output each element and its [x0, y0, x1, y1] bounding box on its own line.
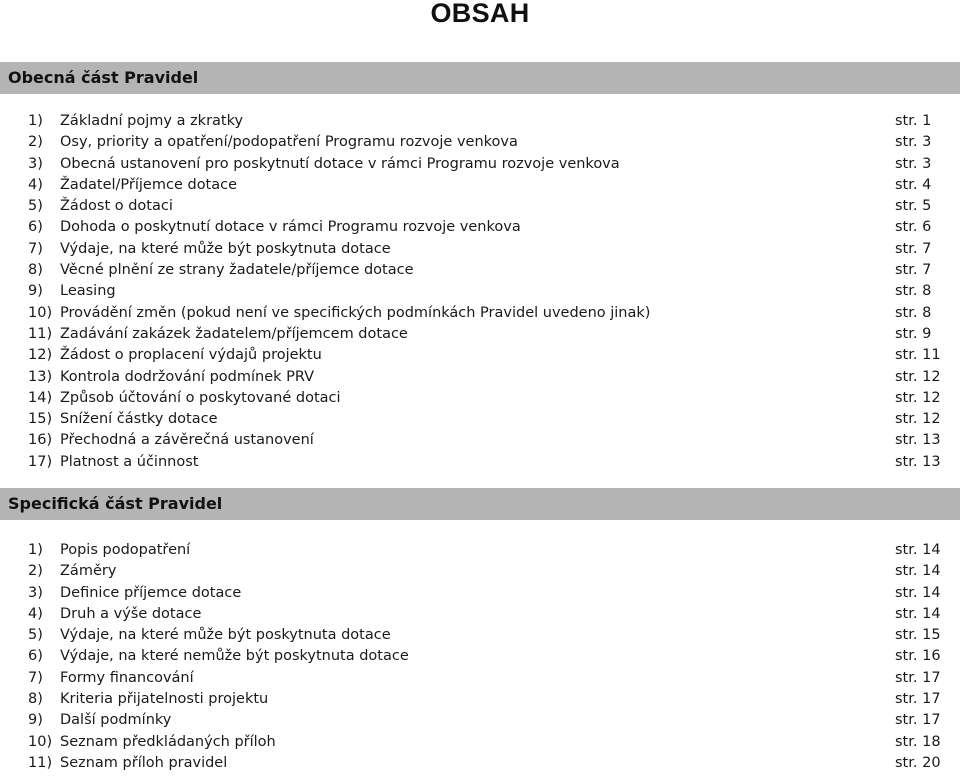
toc-entry	[0, 154, 960, 175]
toc-entry-number: 4)	[28, 176, 43, 193]
toc-entry-number: 2)	[28, 134, 43, 151]
toc-entry	[0, 367, 960, 388]
toc-entry-title: Přechodná a závěrečná ustanovení	[60, 432, 314, 449]
toc-entry	[0, 388, 960, 409]
toc-entry-page: str. 8	[895, 304, 932, 321]
toc-entry-number: 7)	[28, 669, 43, 686]
toc-entry-title: Výdaje, na které nemůže být poskytnuta dotace	[60, 648, 409, 665]
toc-entry-number: 1)	[28, 542, 43, 558]
toc-entry-title: Věcné plnění ze strany žadatele/příjemce dotace	[60, 262, 414, 279]
toc-entry-number: 10)	[28, 733, 53, 750]
toc-entry-page: str. 7	[895, 240, 932, 257]
toc-entry-title: Seznam předkládaných příloh	[60, 733, 276, 750]
toc-entry-title: Kriteria přijatelnosti projektu	[60, 691, 269, 708]
toc-entry	[0, 583, 960, 604]
toc-entry-number: 11)	[28, 325, 53, 342]
toc-entry	[0, 561, 960, 582]
toc-entry-page: str. 5	[895, 198, 932, 215]
toc-entry	[0, 281, 960, 302]
toc-entry-number: 5)	[28, 627, 43, 644]
toc-entry	[0, 409, 960, 430]
toc-entry-number: 14)	[28, 389, 53, 406]
toc-entry-page: str. 17	[895, 691, 941, 708]
toc-entry	[0, 132, 960, 153]
toc-entry-page: str. 12	[895, 389, 941, 406]
toc-entry-title: Kontrola dodržování podmínek PRV	[60, 368, 315, 385]
toc-entry	[0, 625, 960, 646]
toc-entry-number: 9)	[28, 712, 43, 729]
toc-entry-page: str. 14	[895, 542, 941, 558]
toc-entry-title: Osy, priority a opatření/podopatření Programu rozvoje venkova	[60, 134, 518, 151]
toc-entry-number: 2)	[28, 563, 43, 580]
toc-entry-title: Formy financování	[60, 669, 194, 686]
toc-entry	[0, 604, 960, 625]
toc-entry-title: Žadatel/Příjemce dotace	[60, 176, 238, 193]
toc-entry-title: Základní pojmy a zkratky	[60, 113, 244, 129]
toc-entry-title: Definice příjemce dotace	[60, 584, 242, 601]
toc-entry-page: str. 17	[895, 712, 941, 729]
toc-entry-page: str. 11	[895, 347, 941, 364]
toc-entry-number: 12)	[28, 347, 53, 364]
toc-entry-page: str. 13	[895, 453, 941, 470]
toc-entry-title: Popis podopatření	[60, 542, 191, 558]
section-header-specific: Specifická část Pravidel	[0, 488, 960, 520]
toc-entry	[0, 452, 960, 473]
toc-entry	[0, 217, 960, 238]
toc-entry-page: str. 7	[895, 262, 932, 279]
toc-entry-title: Dohoda o poskytnutí dotace v rámci Programu rozvoje venkova	[60, 219, 521, 236]
toc-entry-page: str. 13	[895, 432, 941, 449]
toc-entry-page: str. 14	[895, 563, 941, 580]
toc-entry-number: 11)	[28, 754, 53, 771]
toc-entry-page: str. 3	[895, 155, 932, 172]
toc-entry-title: Zadávání zakázek žadatelem/příjemcem dotace	[60, 325, 408, 342]
page-title: OBSAH	[430, 0, 530, 28]
toc-entry-number: 1)	[28, 113, 43, 129]
toc-entry	[0, 303, 960, 324]
toc-entry-page: str. 9	[895, 325, 932, 342]
toc-entry-title: Obecná ustanovení pro poskytnutí dotace v rámci Programu rozvoje venkova	[60, 155, 620, 172]
toc-entry-page: str. 12	[895, 368, 941, 385]
toc-list-specific	[0, 540, 960, 774]
toc-entry-number: 8)	[28, 262, 43, 279]
toc-entry	[0, 668, 960, 689]
toc-entry-page: str. 12	[895, 411, 941, 428]
toc-entry-number: 16)	[28, 432, 53, 449]
toc-entry-title: Výdaje, na které může být poskytnuta dotace	[60, 627, 391, 644]
toc-entry-number: 6)	[28, 648, 43, 665]
toc-entry-number: 5)	[28, 198, 43, 215]
toc-entry-page: str. 6	[895, 219, 932, 236]
toc-entry-page: str. 3	[895, 134, 932, 151]
toc-entry-page: str. 16	[895, 648, 941, 665]
toc-entry	[0, 196, 960, 217]
toc-entry-number: 3)	[28, 584, 43, 601]
toc-entry-page: str. 4	[895, 176, 932, 193]
toc-entry	[0, 732, 960, 753]
toc-entry-title: Provádění změn (pokud není ve specifických podmínkách Pravidel uvedeno jinak)	[60, 304, 651, 321]
toc-entry-page: str. 17	[895, 669, 941, 686]
toc-entry	[0, 111, 960, 132]
toc-entry	[0, 753, 960, 774]
toc-entry-title: Další podmínky	[60, 712, 172, 729]
toc-entry-number: 4)	[28, 605, 43, 622]
toc-entry-page: str. 14	[895, 584, 941, 601]
toc-entry-number: 13)	[28, 368, 53, 385]
toc-entry-number: 7)	[28, 240, 43, 257]
toc-entry	[0, 175, 960, 196]
toc-entry	[0, 324, 960, 345]
toc-entry	[0, 345, 960, 366]
toc-entry-title: Druh a výše dotace	[60, 605, 202, 622]
toc-entry-number: 10)	[28, 304, 53, 321]
section-header-general: Obecná část Pravidel	[0, 62, 960, 94]
toc-entry-page: str. 1	[895, 113, 932, 129]
toc-entry-title: Záměry	[60, 563, 117, 580]
toc-entry-number: 6)	[28, 219, 43, 236]
toc-entry-page: str. 8	[895, 283, 932, 300]
toc-entry	[0, 239, 960, 260]
toc-entry-page: str. 14	[895, 605, 941, 622]
toc-entry-page: str. 15	[895, 627, 941, 644]
toc-entry	[0, 260, 960, 281]
toc-list-general	[0, 111, 960, 473]
toc-entry-number: 17)	[28, 453, 53, 470]
toc-entry-number: 3)	[28, 155, 43, 172]
toc-entry-number: 8)	[28, 691, 43, 708]
toc-entry	[0, 710, 960, 731]
toc-entry-title: Snížení částky dotace	[60, 411, 218, 428]
toc-entry	[0, 646, 960, 667]
toc-entry-title: Výdaje, na které může být poskytnuta dotace	[60, 240, 391, 257]
toc-entry-title: Žádost o dotaci	[60, 198, 173, 215]
toc-entry-title: Způsob účtování o poskytované dotaci	[60, 389, 341, 406]
toc-entry-title: Seznam příloh pravidel	[60, 754, 228, 771]
toc-entry-page: str. 20	[895, 754, 941, 771]
toc-entry	[0, 689, 960, 710]
toc-entry-number: 9)	[28, 283, 43, 300]
toc-entry-title: Leasing	[60, 283, 116, 300]
toc-entry-title: Platnost a účinnost	[60, 453, 199, 470]
toc-entry-number: 15)	[28, 411, 53, 428]
toc-entry	[0, 430, 960, 451]
toc-entry-page: str. 18	[895, 733, 941, 750]
toc-entry-title: Žádost o proplacení výdajů projektu	[60, 347, 322, 364]
toc-entry	[0, 540, 960, 561]
